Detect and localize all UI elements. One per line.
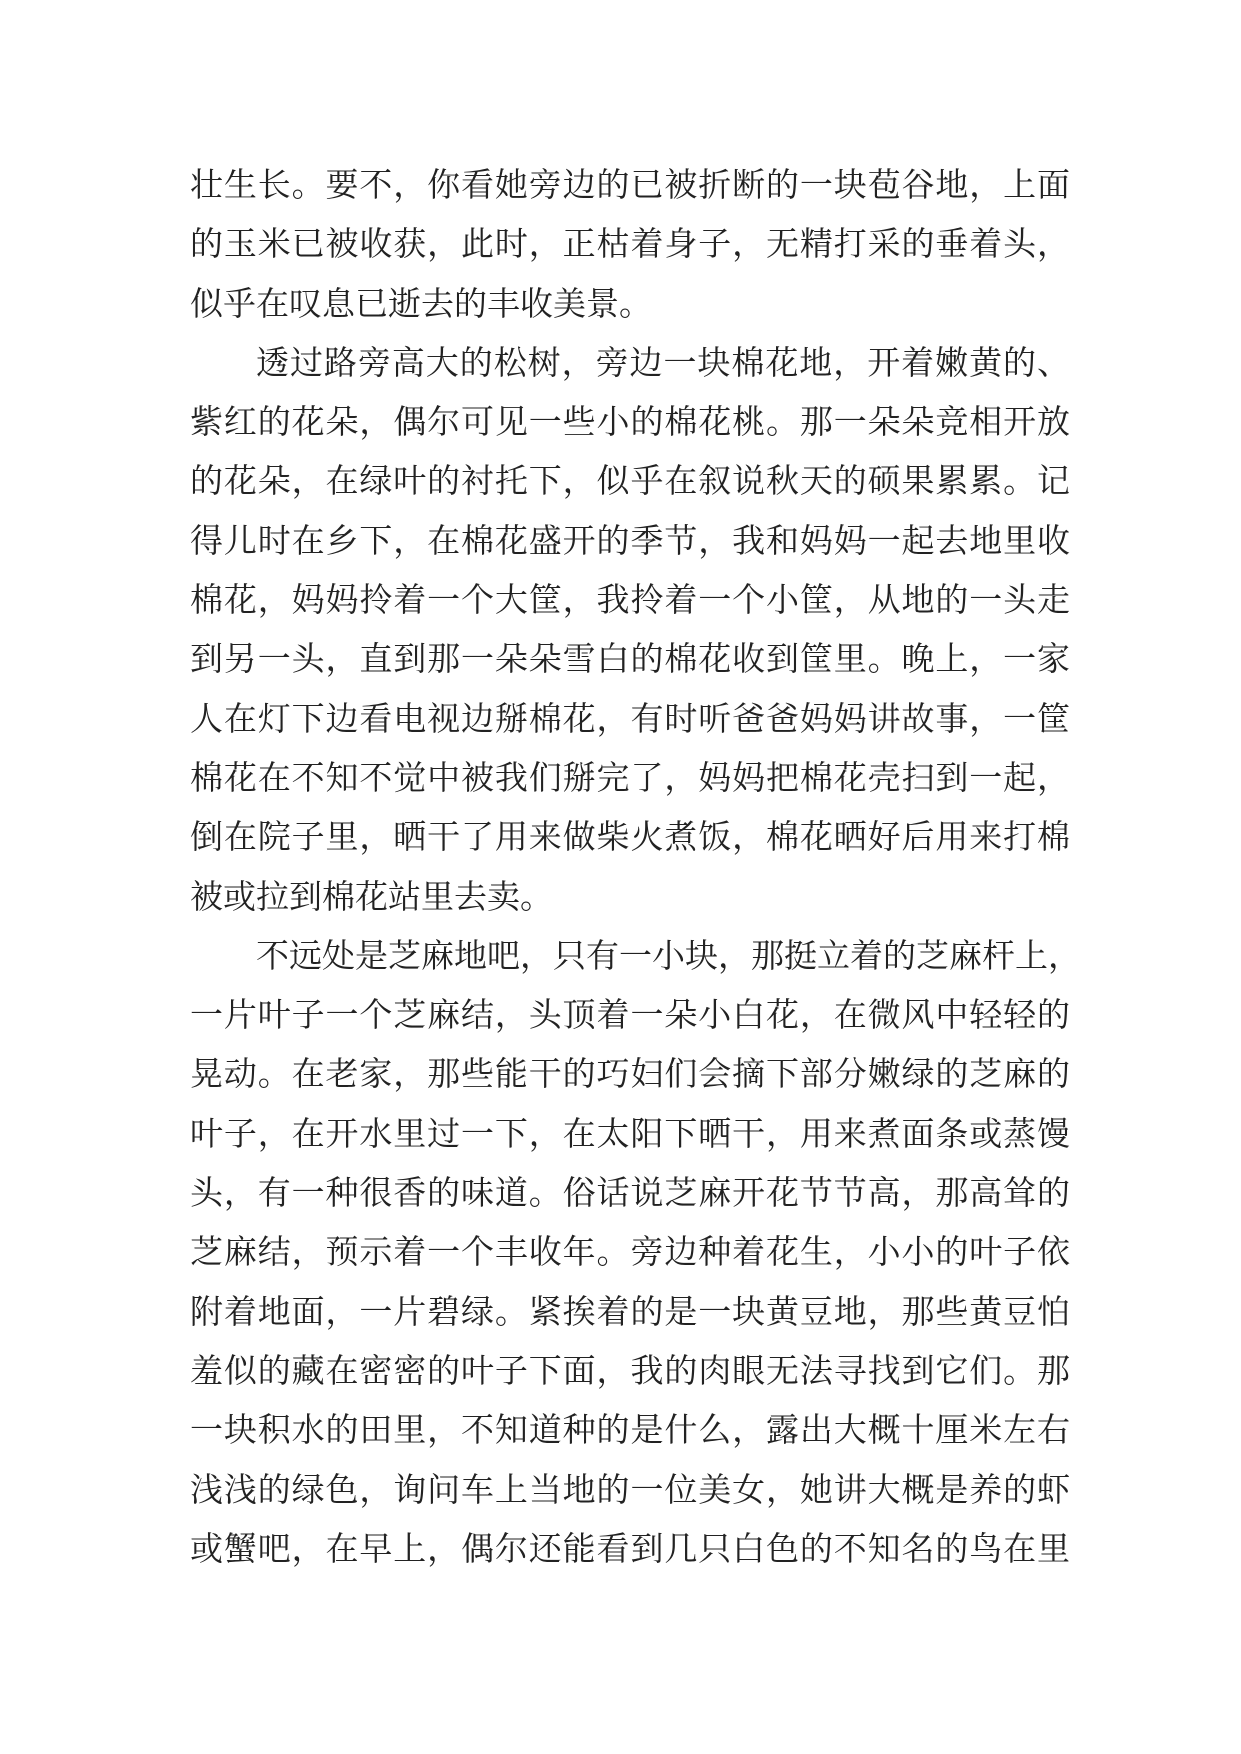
text-line: 芝麻结，预示着一个丰收年。旁边种着花生，小小的叶子依 (190, 1232, 1070, 1272)
text-line: 羞似的藏在密密的叶子下面，我的肉眼无法寻找到它们。那 (190, 1350, 1070, 1390)
text-line: 到另一头，直到那一朵朵雪白的棉花收到筐里。晚上，一家 (190, 639, 1070, 679)
text-line: 似乎在叹息已逝去的丰收美景。 (190, 283, 652, 323)
text-line: 叶子，在开水里过一下，在太阳下晒干，用来煮面条或蒸馒 (190, 1113, 1070, 1153)
text-line: 头，有一种很香的味道。俗话说芝麻开花节节高，那高耸的 (190, 1173, 1070, 1213)
text-line: 浅浅的绿色，询问车上当地的一位美女，她讲大概是养的虾 (190, 1469, 1070, 1509)
text-line: 被或拉到棉花站里去卖。 (190, 876, 553, 916)
text-line: 人在灯下边看电视边掰棉花，有时听爸爸妈妈讲故事，一筐 (190, 698, 1070, 738)
paragraph-first-line: 不远处是芝麻地吧，只有一小块，那挺立着的芝麻杆上， (256, 935, 1081, 975)
text-line: 紫红的花朵，偶尔可见一些小的棉花桃。那一朵朵竞相开放 (190, 402, 1070, 442)
text-line: 附着地面，一片碧绿。紧挨着的是一块黄豆地，那些黄豆怕 (190, 1291, 1070, 1331)
text-line: 棉花，妈妈拎着一个大筐，我拎着一个小筐，从地的一头走 (190, 580, 1070, 620)
text-line: 晃动。在老家，那些能干的巧妇们会摘下部分嫩绿的芝麻的 (190, 1054, 1070, 1094)
text-line: 壮生长。要不，你看她旁边的已被折断的一块苞谷地，上面 (190, 165, 1070, 204)
text-line: 的花朵，在绿叶的衬托下，似乎在叙说秋天的硕果累累。记 (190, 461, 1070, 501)
text-line: 的玉米已被收获，此时，正枯着身子，无精打采的垂着头， (190, 224, 1070, 264)
text-line: 得儿时在乡下，在棉花盛开的季节，我和妈妈一起去地里收 (190, 520, 1070, 560)
text-line: 一片叶子一个芝麻结，头顶着一朵小白花，在微风中轻轻的 (190, 995, 1070, 1035)
text-line: 一块积水的田里，不知道种的是什么，露出大概十厘米左右 (190, 1410, 1070, 1450)
text-line: 棉花在不知不觉中被我们掰完了，妈妈把棉花壳扫到一起， (190, 757, 1070, 797)
text-line: 或蟹吧，在早上，偶尔还能看到几只白色的不知名的鸟在里 (190, 1528, 1070, 1568)
text-line: 倒在院子里，晒干了用来做柴火煮饭，棉花晒好后用来打棉 (190, 817, 1070, 857)
paragraph-first-line: 透过路旁高大的松树，旁边一块棉花地，开着嫩黄的、 (256, 342, 1070, 382)
body-text (190, 155, 1081, 1578)
